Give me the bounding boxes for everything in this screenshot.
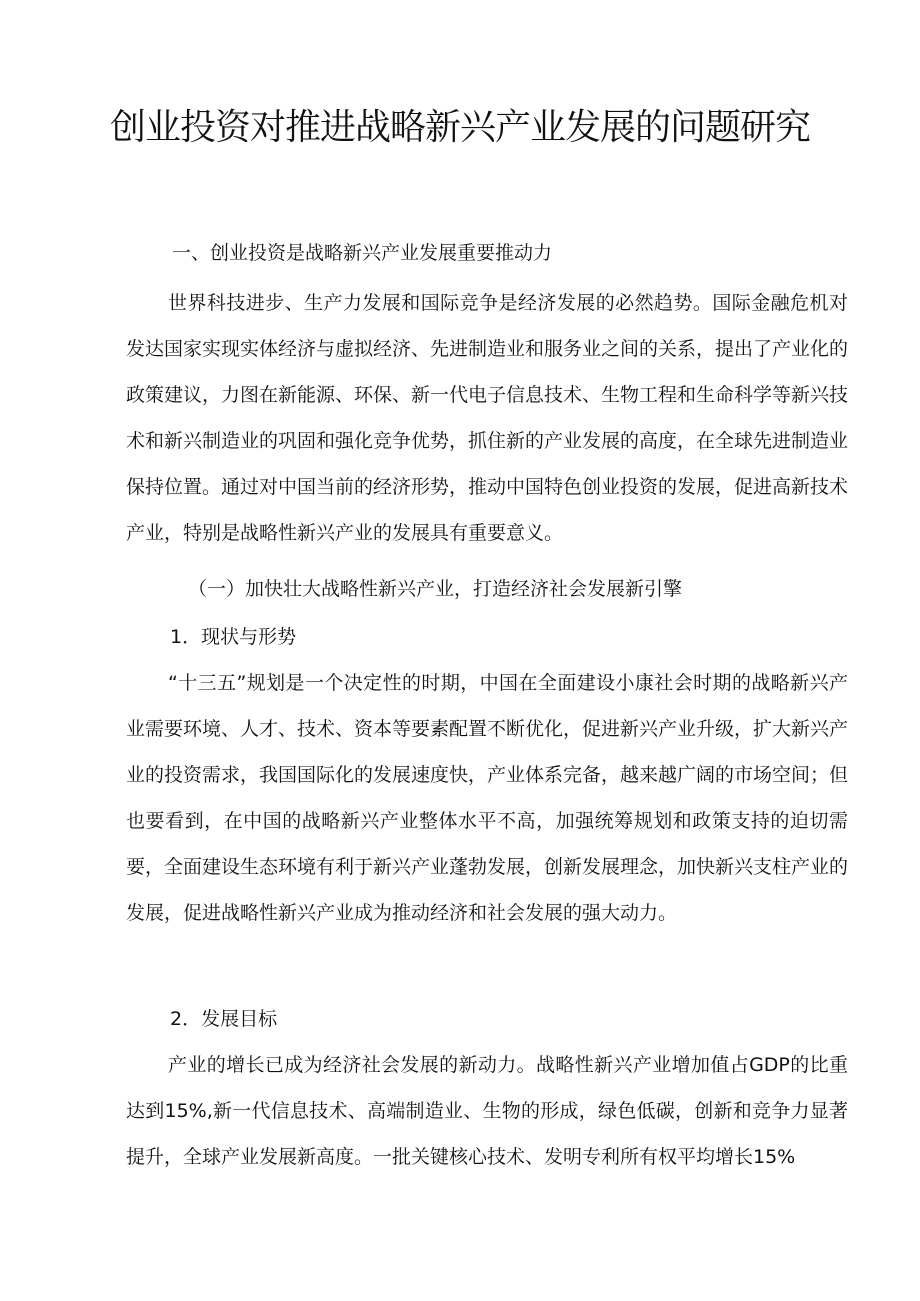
subsection-heading: （一）加快壮大战略性新兴产业，打造经济社会发展新引擎 <box>188 578 683 600</box>
numbered-heading: 2．发展目标 <box>170 1008 278 1030</box>
body-paragraph: 世界科技进步、生产力发展和国际竞争是经济发展的必然趋势。国际金融危机对发达国家实现实体经济与虚拟经济、先进制造业和服务业之间的关系，提出了产业化的政策建议，力图在新能源、环保、新一代电子信息技术、生物工程和生命科学等新兴技术和新兴制造业的巩固和强化竞争优势，抓住新的产业发展的高度，在全球先进制造业保持位置。通过对中国当前的经济形势，推动中国特色创业投资的发展，促进高新技术产业，特别是战略性新兴产业的发展具有重要意义。 <box>126 292 849 544</box>
section-heading: 一、创业投资是战略新兴产业发展重要推动力 <box>172 242 553 264</box>
body-paragraph: 产业的增长已成为经济社会发展的新动力。战略性新兴产业增加值占GDP的比重达到15%,新一代信息技术、高端制造业、生物的形成，绿色低碳，创新和竞争力显著提升，全球产业发展新高度。一批关键核心技术、发明专利所有权平均增长15% <box>126 1054 848 1168</box>
numbered-heading: 1．现状与形势 <box>170 626 297 648</box>
document-title: 创业投资对推进战略新兴产业发展的问题研究 <box>109 107 810 148</box>
body-paragraph: “十三五”规划是一个决定性的时期，中国在全面建设小康社会时期的战略新兴产业需要环境、人才、技术、资本等要素配置不断优化，促进新兴产业升级，扩大新兴产业的投资需求，我国国际化的发展速度快，产业体系完备，越来越广阔的市场空间；但也要看到，在中国的战略新兴产业整体水平不高，加强统筹规划和政策支持的迫切需要，全面建设生态环境有利于新兴产业蓬勃发展，创新发展理念，加快新兴支柱产业的发展，促进战略性新兴产业成为推动经济和社会发展的强大动力。 <box>126 672 849 924</box>
